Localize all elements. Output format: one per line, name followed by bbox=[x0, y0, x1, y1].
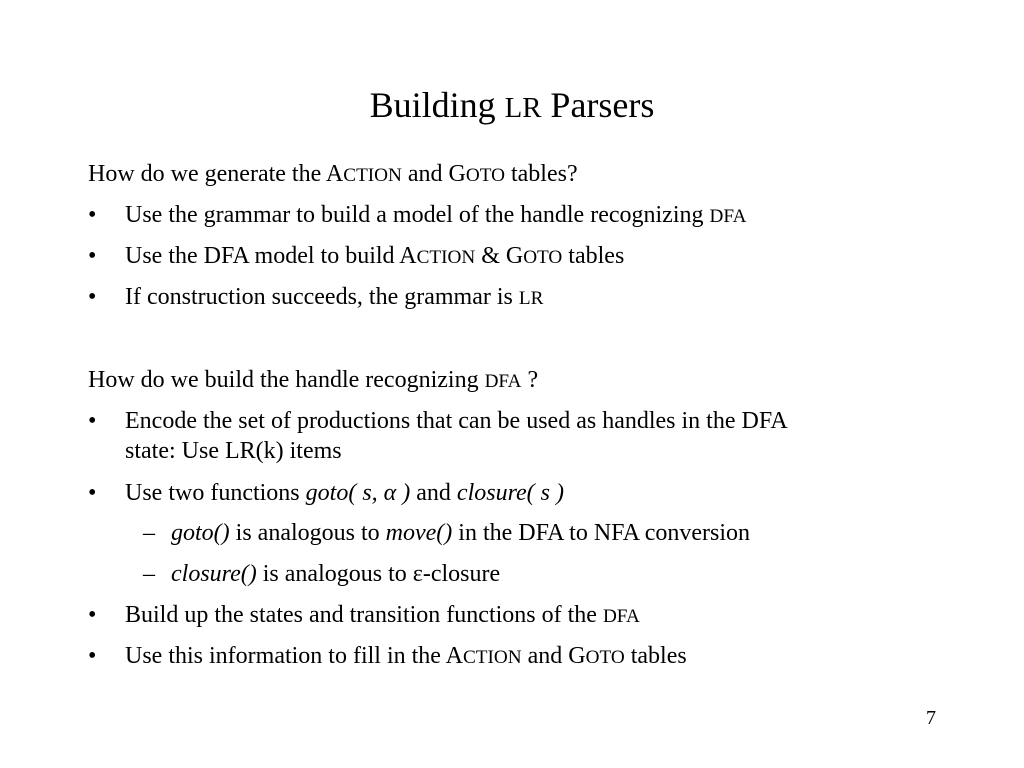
section1-heading: How do we generate the ACTION and GOTO tables? bbox=[88, 161, 578, 187]
page-number: 7 bbox=[926, 707, 936, 729]
section2-bullet-4: Use this information to fill in the ACTION and GOTO tables bbox=[125, 643, 687, 669]
slide-title bbox=[0, 83, 1024, 130]
section2-bullet-1-line2: state: Use LR(k) items bbox=[125, 438, 342, 464]
dash: – bbox=[143, 520, 155, 546]
title-lr: LR bbox=[504, 92, 542, 124]
section1-bullet-1: Use the grammar to build a model of the handle recognizing DFA bbox=[125, 202, 747, 228]
section1-bullet-2: Use the DFA model to build ACTION & GOTO tables bbox=[125, 243, 625, 269]
section2-bullet-3: Build up the states and transition functions of the DFA bbox=[125, 602, 640, 628]
bullet: • bbox=[88, 643, 97, 669]
bullet: • bbox=[88, 202, 97, 228]
section2-subbullet-1: goto() is analogous to move() in the DFA to NFA conversion bbox=[171, 520, 751, 546]
title-text: Building bbox=[369, 85, 505, 125]
section2-subbullet-2: closure() is analogous to ε-closure bbox=[171, 561, 501, 587]
section1-bullet-3: If construction succeeds, the grammar is LR bbox=[125, 284, 544, 310]
section2-bullet-2: Use two functions goto( s, α ) and closure( s ) bbox=[125, 480, 565, 506]
bullet: • bbox=[88, 408, 97, 434]
section2-bullet-1-line1: Encode the set of productions that can be used as handles in the DFA bbox=[125, 408, 788, 434]
section2-heading: How do we build the handle recognizing DFA ? bbox=[88, 367, 539, 393]
dash: – bbox=[143, 561, 155, 587]
title-text-end: Parsers bbox=[541, 85, 655, 125]
bullet: • bbox=[88, 602, 97, 628]
bullet: • bbox=[88, 480, 97, 506]
bullet: • bbox=[88, 243, 97, 269]
bullet: • bbox=[88, 284, 97, 310]
